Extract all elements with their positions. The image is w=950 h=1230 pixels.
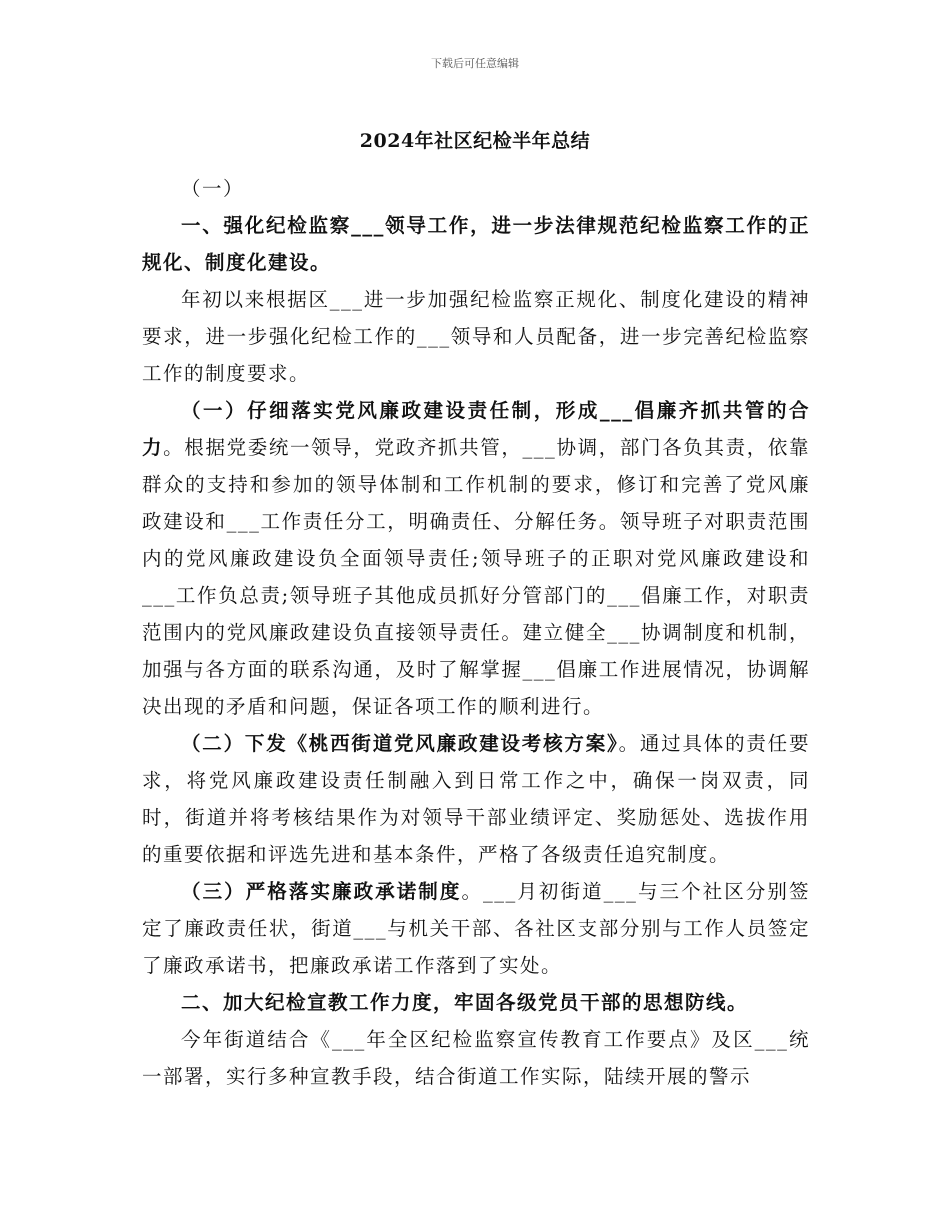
item-3-title: （三）严格落实廉政承诺制度 [181,880,462,903]
item-3 [142,873,810,984]
paragraph-1: 年初以来根据区___进一步加强纪检监察正规化、制度化建设的精神要求，进一步强化纪检工作的___领导和人员配备，进一步完善纪检监察工作的制度要求。 [142,288,810,385]
item-1 [142,392,810,725]
header-note: 下载后可任意编辑 [431,57,519,70]
heading-2: 二、加大纪检宣教工作力度，牢固各级党员干部的思想防线。 [181,991,749,1014]
document-title: 2024年社区纪检半年总结 [359,130,591,152]
item-1-text: 。根据党委统一领导，党政齐抓共管，___协调，部门各负其责，依靠群众的支持和参加的领导体制和工作机制的要求，修订和完善了党风廉政建设和___工作责任分工，明确责任、分解任务。领导班子对职责范围内的党风廉政建设负全面领导责任;领导班子的正职对党风廉政建设和___工作负总责;领导班子其他成员抓好分管部门的___倡廉工作，对职责范围内的党风廉政建设负直接领导责任。建立健全___协调制度和机制，加强与各方面的联系沟通，及时了解掌握___倡廉工作进展情况，协调解决出现的矛盾和问题，保证各项工作的顺利进行。 [142,436,810,718]
item-2-text: 。通过具体的责任要求，将党风廉政建设责任制融入到日常工作之中，确保一岗双责，同时，街道并将考核结果作为对领导干部业绩评定、奖励惩处、选拔作用的重要依据和评选先进和基本条件，严格了各级责任追究制度。 [142,732,810,866]
item-2-title: （二）下发《桃西街道党风廉政建设考核方案》 [181,732,619,755]
heading-1: 一、强化纪检监察___领导工作，进一步法律规范纪检监察工作的正规化、制度化建设。 [142,214,810,274]
section-marker: （一） [181,177,245,200]
item-2 [142,725,810,873]
item-1-title: （一）仔细落实党风廉政建设责任制，形成___倡廉齐抓共管的合力 [142,399,810,459]
paragraph-2: 今年街道结合《___年全区纪检监察宣传教育工作要点》及区___统一部署，实行多种宣教手段，结合街道工作实际，陆续开展的警示 [142,1028,810,1088]
document-body [142,170,810,1095]
item-3-text: 。___月初街道___与三个社区分别签定了廉政责任状，街道___与机关干部、各社区支部分别与工作人员签定了廉政承诺书，把廉政承诺工作落到了实处。 [142,880,810,977]
